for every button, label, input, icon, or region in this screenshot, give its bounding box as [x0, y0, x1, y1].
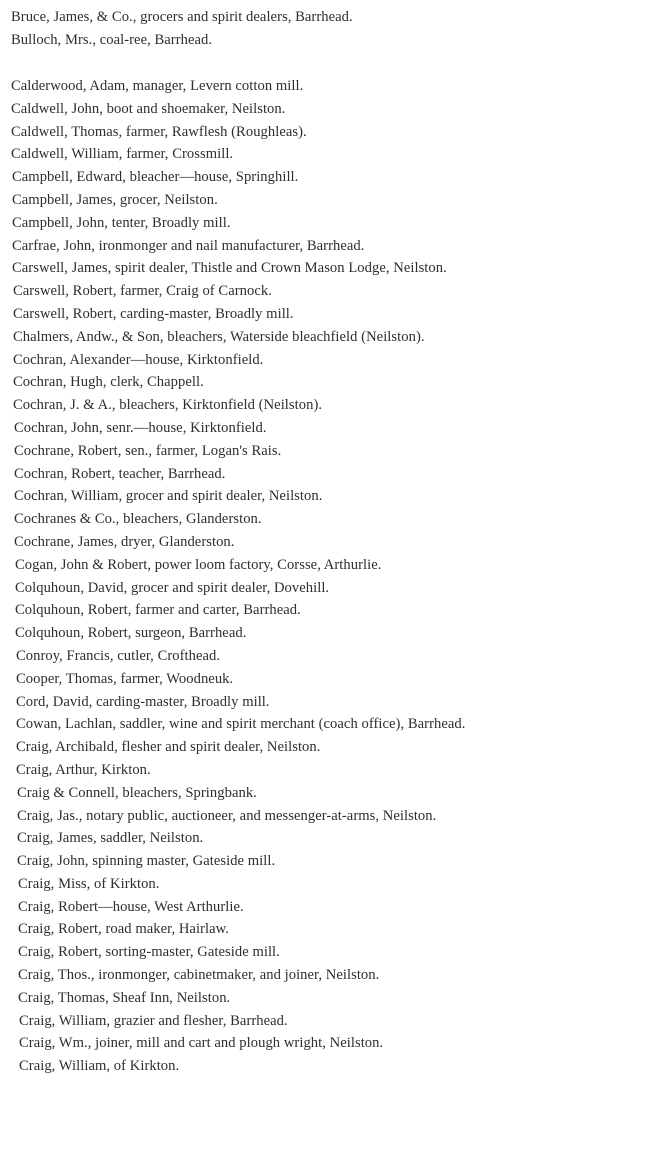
directory-entry: Cochranes & Co., bleachers, Glanderston. — [14, 511, 262, 528]
directory-entry: Conroy, Francis, cutler, Crofthead. — [16, 647, 221, 664]
directory-entry: Campbell, John, tenter, Broadly mill. — [12, 214, 231, 231]
directory-entry: Campbell, Edward, bleacher—house, Springhill. — [12, 169, 299, 186]
directory-entry: Cochran, John, senr.—house, Kirktonfield. — [14, 419, 267, 436]
directory-entry: Cochran, Hugh, clerk, Chappell. — [13, 374, 204, 391]
directory-entry: Craig, Thomas, Sheaf Inn, Neilston. — [18, 989, 231, 1006]
directory-entry: Cochran, Robert, teacher, Barrhead. — [14, 465, 226, 482]
directory-entry: Carswell, James, spirit dealer, Thistle and Crown Mason Lodge, Neilston. — [12, 260, 447, 277]
directory-entry: Craig, Wm., joiner, mill and cart and plough wright, Neilston. — [19, 1035, 384, 1052]
directory-entry: Colquhoun, Robert, surgeon, Barrhead. — [15, 625, 247, 642]
directory-entry: Campbell, James, grocer, Neilston. — [12, 191, 218, 208]
directory-entry: Craig & Connell, bleachers, Springbank. — [17, 784, 257, 801]
directory-entry: Craig, Robert—house, West Arthurlie. — [18, 898, 244, 915]
directory-entry: Cochran, J. & A., bleachers, Kirktonfield (Neilston). — [13, 397, 323, 414]
directory-entry: Craig, William, of Kirkton. — [19, 1058, 180, 1075]
directory-entry: Carswell, Robert, carding-master, Broadly mill. — [13, 305, 294, 322]
section-b-entries — [0, 6, 671, 52]
directory-entry: Chalmers, Andw., & Son, bleachers, Waterside bleachfield (Neilston). — [13, 328, 425, 345]
directory-entry: Craig, Thos., ironmonger, cabinetmaker, and joiner, Neilston. — [18, 967, 380, 984]
directory-entry: Carswell, Robert, farmer, Craig of Carnock. — [13, 283, 272, 300]
directory-entry: Cord, David, carding-master, Broadly mill. — [16, 693, 270, 710]
directory-entry: Bulloch, Mrs., coal-ree, Barrhead. — [11, 31, 213, 48]
directory-entry: Cochrane, Robert, sen., farmer, Logan's Rais. — [14, 442, 282, 459]
directory-entry: Calderwood, Adam, manager, Levern cotton mill. — [11, 78, 304, 94]
directory-entry: Craig, Archibald, flesher and spirit dealer, Neilston. — [16, 739, 321, 756]
directory-entry: Cochran, Alexander—house, Kirktonfield. — [13, 351, 264, 368]
directory-entry: Craig, Miss, of Kirkton. — [18, 875, 160, 892]
directory-entry: Craig, Arthur, Kirkton. — [16, 761, 151, 778]
directory-entry: Cowan, Lachlan, saddler, wine and spirit merchant (coach office), Barrhead. — [16, 716, 466, 733]
directory-entry: Cochran, William, grocer and spirit dealer, Neilston. — [14, 488, 323, 505]
directory-entry: Craig, Jas., notary public, auctioneer, and messenger-at-arms, Neilston. — [17, 807, 437, 824]
directory-entry: Cogan, John & Robert, power loom factory, Corsse, Arthurlie. — [15, 556, 382, 573]
directory-entry: Cooper, Thomas, farmer, Woodneuk. — [16, 670, 234, 687]
directory-entry: Carfrae, John, ironmonger and nail manufacturer, Barrhead. — [12, 237, 365, 254]
directory-entry: Caldwell, Thomas, farmer, Rawflesh (Roughleas). — [11, 123, 307, 140]
directory-entry: Craig, James, saddler, Neilston. — [17, 830, 204, 847]
directory-entry: Cochrane, James, dryer, Glanderston. — [14, 533, 235, 550]
directory-entry: Craig, Robert, road maker, Hairlaw. — [18, 921, 229, 938]
directory-entry: Craig, John, spinning master, Gateside mill. — [17, 853, 276, 870]
directory-entry: Colquhoun, Robert, farmer and carter, Barrhead. — [15, 602, 301, 619]
directory-entry: Craig, Robert, sorting-master, Gateside mill. — [18, 944, 280, 961]
directory-entry: Caldwell, John, boot and shoemaker, Neilston. — [11, 100, 286, 117]
section-c-entries — [0, 75, 671, 1078]
directory-entry: Caldwell, William, farmer, Crossmill. — [11, 146, 234, 163]
directory-entry: Colquhoun, David, grocer and spirit dealer, Dovehill. — [15, 579, 330, 596]
directory-entry: Craig, William, grazier and flesher, Barrhead. — [19, 1012, 288, 1029]
directory-entry: Bruce, James, & Co., grocers and spirit dealers, Barrhead. — [11, 9, 353, 25]
